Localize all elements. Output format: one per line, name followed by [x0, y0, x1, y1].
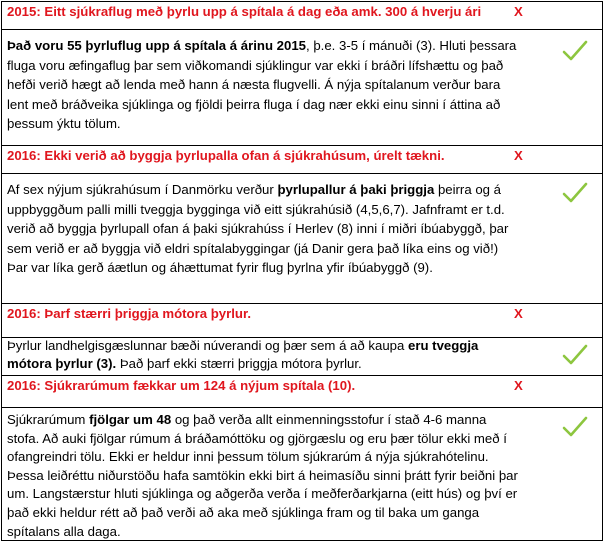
claim-text: 2016: Ekki verið að byggja þyrlupalla ofan á sjúkrahúsum, úrelt tækni. [7, 148, 445, 163]
response-row [1, 407, 603, 541]
response-row [1, 337, 603, 375]
response-text [7, 337, 522, 373]
checkmark-icon [562, 416, 588, 438]
checkmark-icon [562, 344, 588, 366]
response-text-segment: , þ.e. 3-5 í mánuði (3). Hluti þessara fluga voru æfingaflug þar sem viðkomandi sjúklingur var ekki í bráðri lífshættu og það hefði verið hægt að lenda með hann á næsta flugvelli. Á nýja spítalanum verður bara lent með bráðveika sjúklinga og fjöldi þeirra fluga í dag nær ekki einu sinni í áttina að þessum ýktu tölum. [7, 38, 517, 132]
false-mark: X [514, 148, 523, 163]
emphasized-text: fjölgar um 48 [89, 412, 172, 427]
claim-row [1, 375, 603, 407]
checkmark-icon [562, 182, 588, 204]
response-row [1, 29, 603, 145]
false-mark: X [514, 378, 523, 393]
checkmark-icon [562, 40, 588, 62]
claims-table [1, 1, 603, 541]
response-text-segment: Af sex nýjum sjúkrahúsum í Danmörku verður [7, 182, 278, 197]
response-row [1, 173, 603, 303]
false-mark: X [514, 306, 523, 321]
emphasized-text: Það voru 55 þyrluflug upp á spítala á árinu 2015 [7, 38, 307, 53]
response-text [7, 36, 522, 134]
claim-row [1, 303, 603, 337]
response-text-segment: þeirra og á uppbyggðum palli milli tveggja bygginga við eitt sjúkrahúsið (4,5,6,7). Jafnframt er t.d. verið að byggja þyrlupall ofan á þaki sjúkrahúss í Herlev (8) inni í miðri íbúabyggð, þar sem verið er að byggja við eldri spítalabyggingar (já Danir gera það líka eins og við!) Þar var líka gerð áætlun og áhættumat fyrir flug þyrlna yfir íbúabyggð (9). [7, 182, 509, 276]
response-text [7, 180, 522, 278]
response-text-segment: Það þarf ekki stærri þriggja mótora þyrlur. [116, 356, 362, 371]
response-text-segment: Þyrlur landhelgisgæslunnar bæði núverandi og þær sem á að kaupa [7, 338, 408, 353]
emphasized-text: eru tveggja mótora þyrlur (3). [7, 338, 479, 371]
emphasized-text: þyrlupallur á þaki þriggja [277, 182, 435, 197]
claim-text: 2016: Sjúkrarúmum fækkar um 124 á nýjum spítala (10). [7, 378, 356, 393]
claim-text: 2015: Eitt sjúkraflug með þyrlu upp á spítala á dag eða amk. 300 á hverju ári [7, 4, 482, 19]
claim-text: 2016: Þarf stærri þriggja mótora þyrlur. [7, 306, 252, 321]
claim-row [1, 145, 603, 173]
claim-row [1, 1, 603, 29]
response-text-segment: Sjúkrarúmum [7, 412, 90, 427]
false-mark: X [514, 4, 523, 19]
response-text [7, 411, 522, 541]
response-text-segment: og það verða allt einmenningsstofur í stað 4-6 manna stofa. Að auki fjölgar rúmum á bráðamóttöku og gjörgæslu og eru þær tölur ekki með í ofangreindri tölu. Ekki er heldur inni þessum tölum sjúkrarúm á nýja sjúkrahótelinu. Þessa leiðréttu niðurstöðu hafa samtökin ekki birt á heimasíðu sinni þrátt fyrir beiðni þar um. Langstærstur hluti sjúklinga og aðgerða verða í meðferðarkjarna (eitt hús) og því er það ekki heldur rétt að það verði að aka með sjúklinga fram og til baka um ganga spítalans alla daga. [7, 412, 518, 539]
